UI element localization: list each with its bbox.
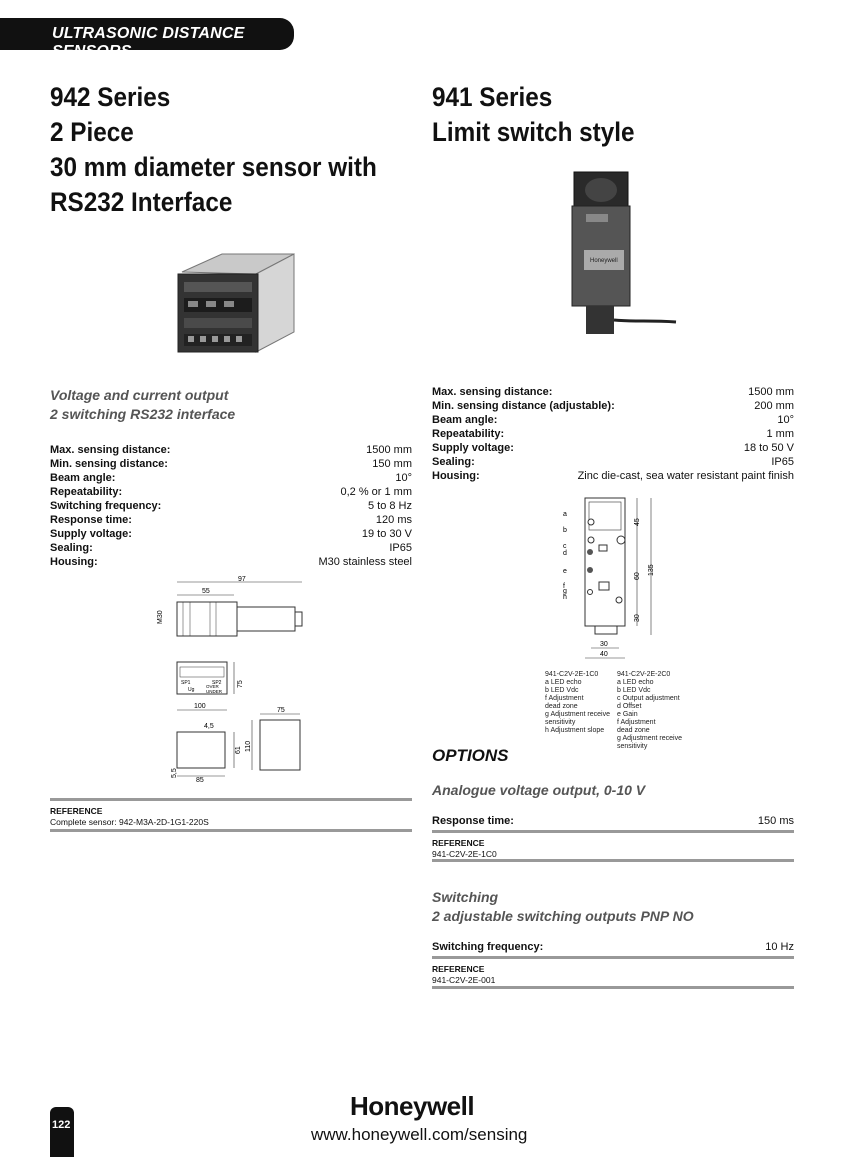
spec-key: Supply voltage: [432, 442, 514, 454]
callout-letter: b [563, 527, 567, 534]
legend-1c0 [545, 671, 610, 735]
spec-key: Response time: [50, 514, 132, 526]
honeywell-logo: Honeywell [350, 1091, 475, 1121]
left-title-line: 30 mm diameter sensor with [50, 152, 377, 182]
spec-key: Repeatability: [50, 486, 123, 498]
left-title-line: RS232 Interface [50, 187, 233, 217]
drawing-942 [150, 572, 310, 787]
reference-text: 941-C2V-2E-1C0 [432, 849, 497, 859]
option2-spec-row [432, 940, 794, 954]
spec-key: Response time: [432, 815, 514, 827]
dim-label: 30 [634, 614, 641, 622]
option2-subtitle-line: 2 adjustable switching outputs PNP NO [432, 908, 694, 924]
section-banner [0, 18, 294, 60]
spec-key: Housing: [50, 556, 98, 568]
drawing-941 [555, 490, 665, 665]
spec-key: Sealing: [432, 456, 475, 468]
dim-label: 40 [600, 651, 608, 658]
legend-line: g Adjustment receive [545, 711, 610, 718]
callout-letter: h [563, 594, 567, 601]
dim-label: 75 [237, 680, 244, 688]
spec-key: Repeatability: [432, 428, 505, 440]
spec-value: 120 ms [375, 514, 412, 526]
option2-subtitle-line: Switching [432, 889, 499, 905]
product-photo-941 [560, 170, 680, 350]
dim-label: OVER [206, 684, 219, 689]
dim-label: 85 [196, 777, 204, 784]
option1-subtitle: Analogue voltage output, 0-10 V [432, 782, 646, 798]
left-subtitle-line: 2 switching RS232 interface [50, 406, 236, 422]
dim-label: M30 [157, 610, 164, 624]
spec-row [432, 441, 794, 455]
left-spec-table [50, 443, 412, 569]
spec-value: 5 to 8 Hz [367, 500, 412, 512]
legend-line: dead zone [545, 703, 578, 710]
spec-value: M30 stainless steel [318, 556, 412, 568]
right-title-line: 941 Series [432, 82, 553, 112]
spec-key: Max. sensing distance: [432, 386, 553, 398]
legend-line: b LED Vdc [617, 687, 651, 694]
spec-row [50, 499, 412, 513]
legend-line: dead zone [617, 727, 650, 734]
page-number: 122 [52, 1119, 71, 1131]
divider [432, 859, 794, 862]
left-subtitle [50, 386, 235, 424]
divider [432, 986, 794, 989]
options-heading: OPTIONS [432, 746, 509, 765]
dim-label: SP1 [181, 680, 191, 686]
dim-label: 55 [202, 588, 210, 595]
spec-value: 19 to 30 V [361, 528, 412, 540]
spec-value: 10° [777, 414, 794, 426]
dim-label: 75 [277, 707, 285, 714]
spec-key: Max. sensing distance: [50, 444, 171, 456]
legend-line: a LED echo [617, 679, 654, 686]
legend-line: g Adjustment receive [617, 735, 682, 742]
right-spec-table [432, 385, 794, 483]
dim-label: 135 [648, 564, 655, 576]
spec-value: 1 mm [766, 428, 794, 440]
spec-value: 1500 mm [748, 386, 794, 398]
callout-letter: a [563, 511, 567, 518]
left-title [50, 80, 377, 220]
spec-value: 10° [395, 472, 412, 484]
callout-letter: f [563, 583, 565, 590]
spec-value: IP65 [389, 542, 412, 554]
spec-key: Min. sensing distance (adjustable): [432, 400, 615, 412]
legend-line: sensitivity [617, 743, 648, 750]
right-title-line: Limit switch style [432, 117, 635, 147]
divider [432, 956, 794, 959]
spec-key: Switching frequency: [50, 500, 162, 512]
legend-line: e Gain [617, 711, 638, 718]
controller-base [177, 732, 225, 768]
spec-value: 150 ms [757, 815, 794, 827]
reference-text: Complete sensor: 942-M3A-2D-1G1-220S [50, 817, 209, 827]
spec-row [432, 385, 794, 399]
legend-line: d Offset [617, 703, 642, 710]
dim-label: 5,5 [171, 768, 178, 778]
divider [432, 830, 794, 833]
legend-line: f Adjustment [545, 695, 584, 702]
callout-letter: c [563, 543, 567, 550]
spec-row [50, 457, 412, 471]
dim-label: Ug [188, 687, 195, 693]
spec-key: Beam angle: [432, 414, 498, 426]
option1-spec-row [432, 814, 794, 828]
dim-label: 45 [634, 518, 641, 526]
spec-row [50, 471, 412, 485]
left-subtitle-line: Voltage and current output [50, 387, 229, 403]
legend-2c0 [617, 671, 682, 751]
spec-key: Beam angle: [50, 472, 116, 484]
spec-key: Housing: [432, 470, 480, 482]
spec-row [432, 469, 794, 483]
reference-title: REFERENCE [432, 838, 485, 848]
legend-line: c Output adjustment [617, 695, 680, 702]
dim-label: UNDER [206, 689, 223, 694]
spec-key: Min. sensing distance: [50, 458, 168, 470]
dim-label: 30 [600, 641, 608, 648]
dim-label: 60 [634, 572, 641, 580]
divider [50, 798, 412, 801]
callout-letter: g [563, 588, 567, 595]
sensor-body [237, 607, 295, 631]
spec-value: 18 to 50 V [743, 442, 794, 454]
legend-line: sensitivity [545, 719, 576, 726]
spec-key: Sealing: [50, 542, 93, 554]
spec-row [432, 413, 794, 427]
legend-line: 941-C2V-2E-1C0 [545, 671, 599, 678]
reference-text: 941-C2V-2E-001 [432, 975, 496, 985]
dim-label: SP2 [212, 680, 222, 686]
right-title [432, 80, 635, 150]
spec-row [50, 527, 412, 541]
callout-letter: d [563, 550, 567, 557]
svg-text:Honeywell: Honeywell [590, 258, 618, 264]
spec-value: 10 Hz [765, 941, 794, 953]
dim-label: 100 [194, 703, 206, 710]
footer-url[interactable]: www.honeywell.com/sensing [311, 1125, 528, 1144]
left-reference [50, 806, 209, 828]
product-photo-942 [176, 248, 298, 358]
dim-label: 61 [235, 746, 242, 754]
controller-side [260, 720, 300, 770]
dim-label: 97 [238, 576, 246, 583]
sensor-thread [177, 602, 237, 636]
spec-row [432, 399, 794, 413]
spec-key: Switching frequency: [432, 941, 544, 953]
legend-line: 941-C2V-2E-2C0 [617, 671, 671, 678]
spec-row [432, 455, 794, 469]
dim-label: 4,5 [204, 723, 214, 730]
spec-value: IP65 [771, 456, 794, 468]
left-title-line: 942 Series [50, 82, 171, 112]
spec-value: 200 mm [754, 400, 794, 412]
callout-letter: e [563, 568, 567, 575]
left-title-line: 2 Piece [50, 117, 134, 147]
spec-row [50, 443, 412, 457]
spec-row [50, 555, 412, 569]
spec-value: 150 mm [372, 458, 412, 470]
spec-value: Zinc die-cast, sea water resistant paint finish [577, 470, 794, 482]
option2-reference [432, 964, 495, 986]
reference-title: REFERENCE [432, 964, 485, 974]
legend-line: h Adjustment slope [545, 727, 605, 734]
reference-title: REFERENCE [50, 806, 103, 816]
option2-subtitle [432, 888, 694, 926]
legend-line: f Adjustment [617, 719, 656, 726]
section-banner-label: ULTRASONIC DISTANCE SENSORS [52, 25, 245, 60]
spec-row [432, 427, 794, 441]
legend-line: b LED Vdc [545, 687, 579, 694]
legend-line: a LED echo [545, 679, 582, 686]
spec-key: Supply voltage: [50, 528, 132, 540]
divider [50, 829, 412, 832]
spec-value: 1500 mm [366, 444, 412, 456]
spec-row [50, 513, 412, 527]
spec-row [50, 541, 412, 555]
spec-row [50, 485, 412, 499]
dim-label: 110 [245, 740, 252, 752]
spec-value: 0,2 % or 1 mm [340, 486, 412, 498]
option1-reference [432, 838, 497, 860]
page-number-tab [50, 1107, 74, 1157]
